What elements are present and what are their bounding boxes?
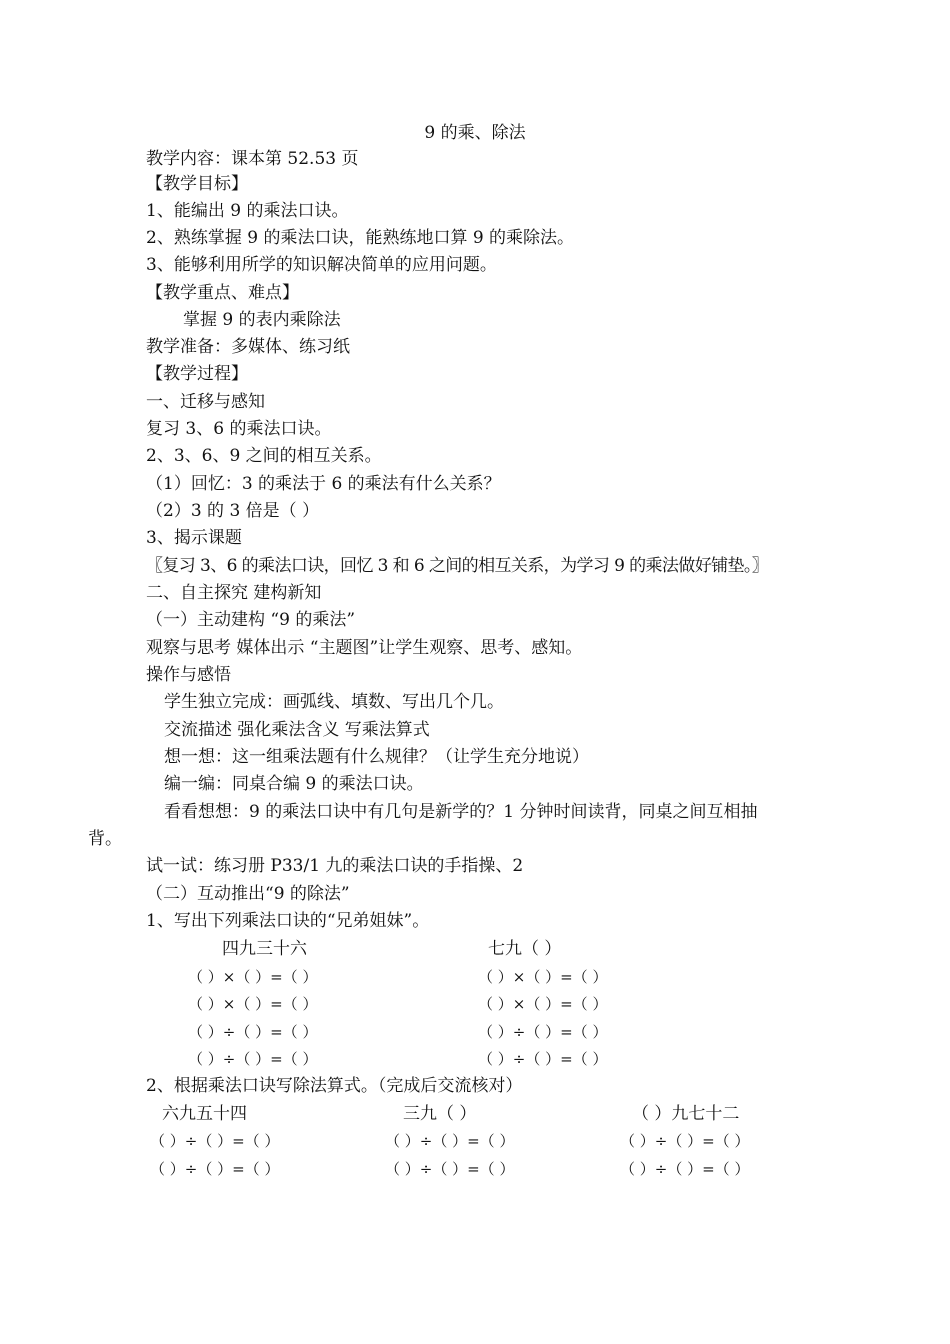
exercise2-blank-row: （ ）÷（ ）=（ ）: [150, 1160, 280, 1178]
text-line: 看看想想：9 的乘法口诀中有几句是新学的？1 分钟时间读背，同桌之间互相抽: [164, 802, 758, 822]
exercise2-header: （ ）九七十二: [632, 1104, 740, 1124]
note-line: 〖复习 3、6 的乘法口诀，回忆 3 和 6 之间的相互关系，为学习 9 的乘法做好铺垫。〗: [146, 556, 769, 576]
text-line: （1）回忆：3 的乘法于 6 的乘法有什么关系？: [146, 474, 501, 494]
text-line: 1、写出下列乘法口诀的“兄弟姐妹”。: [146, 911, 430, 931]
text-line: 交流描述 强化乘法含义 写乘法算式: [164, 720, 430, 740]
objective-item: 2、熟练掌握 9 的乘法口诀，能熟练地口算 9 的乘除法。: [146, 228, 575, 248]
exercise2-header: 三九（ ）: [403, 1104, 477, 1124]
exercise1-left-header: 四九三十六: [222, 939, 307, 959]
exercise2-blank-row: （ ）÷（ ）=（ ）: [620, 1160, 750, 1178]
exercise2-header: 六九五十四: [162, 1104, 247, 1124]
text-line: 编一编：同桌合编 9 的乘法口诀。: [164, 774, 424, 794]
text-line: 观察与思考 媒体出示 “主题图”让学生观察、思考、感知。: [146, 638, 583, 658]
text-line: 操作与感悟: [146, 665, 231, 685]
teaching-content: 教学内容：课本第 52.53 页: [146, 149, 359, 169]
text-line: 想一想：这一组乘法题有什么规律？（让学生充分地说）: [164, 747, 589, 767]
text-line: （一）主动建构 “9 的乘法”: [146, 610, 356, 630]
text-line: 试一试：练习册 P33/1 九的乘法口诀的手指操、2: [146, 856, 524, 876]
preparation: 教学准备：多媒体、练习纸: [146, 337, 350, 357]
section-heading: 【教学目标】: [146, 174, 248, 194]
exercise2-heading: 2、根据乘法口诀写除法算式。（完成后交流核对）: [146, 1076, 523, 1096]
text-line: 背。: [88, 829, 122, 849]
text-line: 学生独立完成：画弧线、填数、写出几个几。: [164, 692, 504, 712]
text-line: （二）互动推出“9 的除法”: [146, 884, 350, 904]
exercise1-blank-row: （ ）×（ ）=（ ）: [478, 995, 608, 1013]
exercise2-blank-row: （ ）÷（ ）=（ ）: [150, 1132, 280, 1150]
key-point: 掌握 9 的表内乘除法: [183, 310, 341, 330]
text-line: 3、揭示课题: [146, 528, 242, 548]
exercise1-right-header: 七九（ ）: [488, 939, 562, 959]
exercise2-blank-row: （ ）÷（ ）=（ ）: [385, 1160, 515, 1178]
exercise2-blank-row: （ ）÷（ ）=（ ）: [620, 1132, 750, 1150]
objective-item: 1、能编出 9 的乘法口诀。: [146, 201, 349, 221]
step-heading: 二、自主探究 建构新知: [146, 583, 322, 603]
exercise1-blank-row: （ ）×（ ）=（ ）: [478, 968, 608, 986]
text-line: （2）3 的 3 倍是（ ）: [146, 501, 320, 521]
exercise1-blank-row: （ ）÷（ ）=（ ）: [478, 1050, 608, 1068]
text-line: 复习 3、6 的乘法口诀。: [146, 419, 332, 439]
exercise1-blank-row: （ ）÷（ ）=（ ）: [188, 1023, 318, 1041]
exercise1-blank-row: （ ）×（ ）=（ ）: [188, 968, 318, 986]
exercise1-blank-row: （ ）÷（ ）=（ ）: [188, 1050, 318, 1068]
step-heading: 一、迁移与感知: [146, 392, 265, 412]
page-title: 9 的乘、除法: [424, 123, 526, 143]
exercise2-blank-row: （ ）÷（ ）=（ ）: [385, 1132, 515, 1150]
objective-item: 3、能够利用所学的知识解决简单的应用问题。: [146, 255, 497, 275]
text-line: 2、3、6、9 之间的相互关系。: [146, 446, 382, 466]
exercise1-blank-row: （ ）÷（ ）=（ ）: [478, 1023, 608, 1041]
exercise1-blank-row: （ ）×（ ）=（ ）: [188, 995, 318, 1013]
section-heading: 【教学过程】: [146, 364, 248, 384]
section-heading: 【教学重点、难点】: [146, 283, 299, 303]
